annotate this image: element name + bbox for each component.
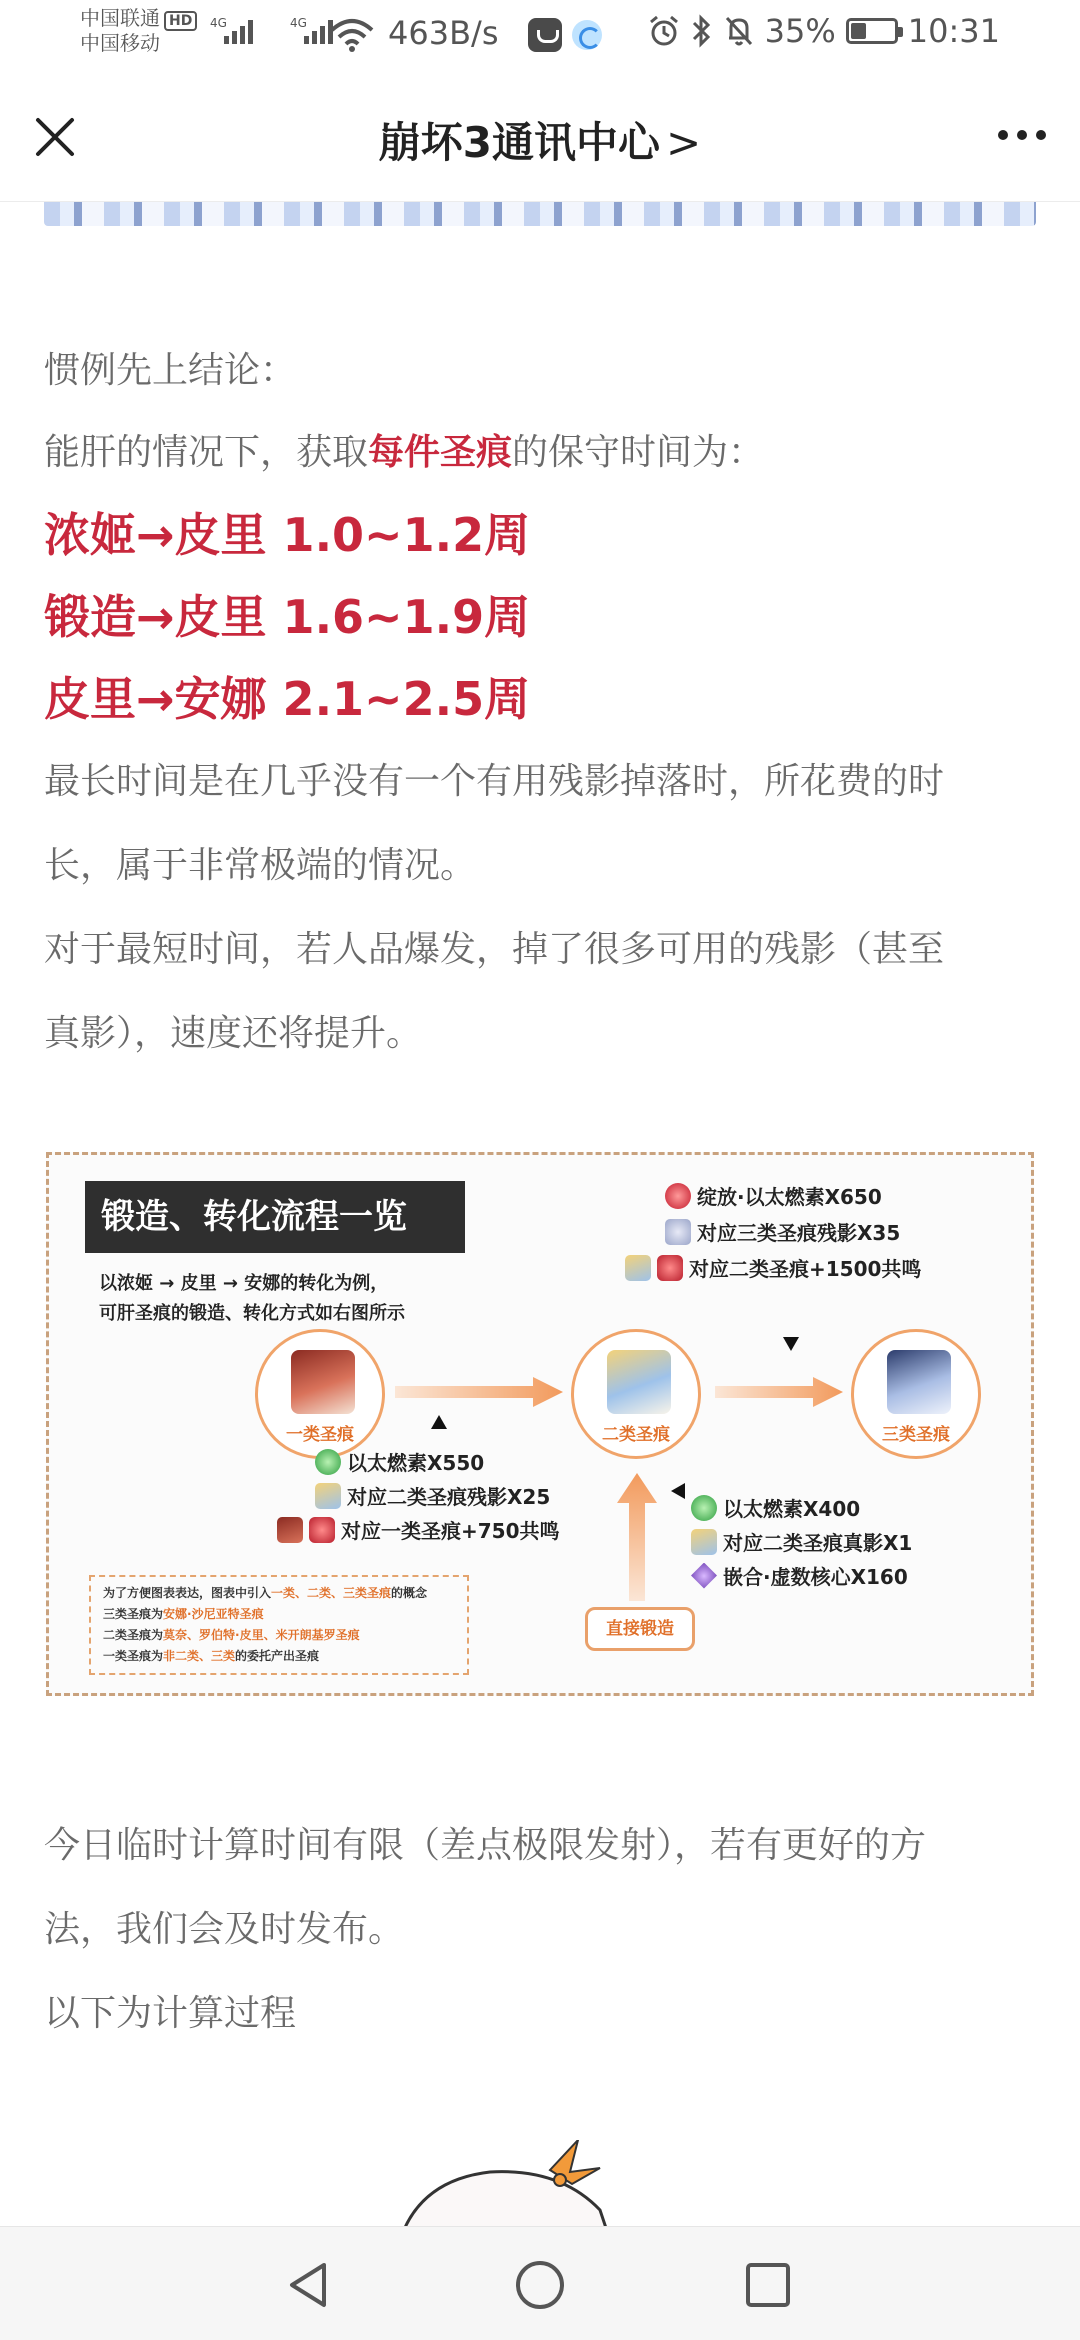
direct-forge-label: 直接锻造 <box>585 1607 695 1651</box>
requirement-row: 对应二类圣痕残影X25 <box>315 1481 550 1510</box>
requirement-row: 以太燃素X550 <box>315 1447 484 1476</box>
alarm-icon <box>647 14 681 48</box>
paragraph-line: 对于最短时间，若人品爆发，掉了很多可用的残影（甚至 <box>44 929 945 970</box>
article-body-2 <box>44 1804 1036 2056</box>
more-options-icon[interactable] <box>998 130 1046 140</box>
battery-percent: 35% <box>764 12 836 50</box>
recent-apps-icon[interactable] <box>740 2257 796 2313</box>
paragraph-line: 长，属于非常极端的情况。 <box>44 845 477 886</box>
app-notification-icon-2 <box>572 20 602 50</box>
paragraph: 能肝的情况下，获取每件圣痕的保守时间为： <box>44 432 765 473</box>
paragraph-line: 法，我们会及时发布。 <box>44 1909 405 1950</box>
home-icon[interactable] <box>512 2257 568 2313</box>
paragraph-line: 今日临时计算时间有限（差点极限发射），若有更好的方 <box>44 1825 927 1866</box>
character-portrait <box>887 1350 951 1414</box>
app-notification-icon <box>528 18 562 52</box>
requirement-row: 对应二类圣痕+1500共鸣 <box>625 1253 921 1282</box>
result-line: 锻造→皮里 1.6~1.9周 <box>44 590 531 644</box>
page-title[interactable]: 崩坏3通讯中心 > <box>378 118 702 167</box>
carrier-info <box>80 6 197 55</box>
result-line: 浓姬→皮里 1.0~1.2周 <box>44 508 531 562</box>
net-speed: 463B/s <box>388 14 499 52</box>
status-bar <box>0 0 1080 70</box>
tier1-stigmata: 一类圣痕 <box>255 1329 385 1459</box>
paragraph: 惯例先上结论： <box>44 350 297 391</box>
tier2-stigmata: 二类圣痕 <box>571 1329 701 1459</box>
carrier-1: 中国联通 <box>80 6 160 30</box>
clock: 10:31 <box>907 12 1000 50</box>
requirement-row: 对应三类圣痕残影X35 <box>665 1217 900 1246</box>
ether-fuel-bloom-icon <box>665 1183 691 1209</box>
article-body <box>44 330 1036 1076</box>
character-portrait <box>607 1350 671 1414</box>
imaginary-core-icon <box>691 1563 717 1589</box>
mascot-image <box>400 2140 620 2240</box>
back-icon[interactable] <box>280 2257 336 2313</box>
requirement-row: 绽放·以太燃素X650 <box>665 1181 882 1210</box>
result-line: 皮里→安娜 2.1~2.5周 <box>44 672 531 726</box>
arrow-right-icon <box>395 1377 563 1407</box>
system-nav-bar <box>0 2226 1080 2340</box>
infographic-title: 锻造、转化流程一览 <box>85 1181 465 1253</box>
tier3-stigmata: 三类圣痕 <box>851 1329 981 1459</box>
hd-badge: HD <box>164 11 197 31</box>
chevron-right-icon: > <box>666 118 702 167</box>
stigmata-shard-icon <box>315 1483 341 1509</box>
signal-icon-2: 4G <box>292 20 333 44</box>
flow-infographic <box>46 1152 1034 1696</box>
stigmata-true-shard-icon <box>691 1529 717 1555</box>
paragraph-line: 真影），速度还将提升。 <box>44 1013 423 1054</box>
emphasis-text: 每件圣痕 <box>368 432 513 473</box>
pointer-down-icon <box>783 1337 799 1351</box>
tier2-portrait-icon <box>625 1255 651 1281</box>
requirement-row: 对应二类圣痕真影X1 <box>691 1527 912 1556</box>
stigmata-shard-icon <box>665 1219 691 1245</box>
definition-note: 为了方便图表表达，图表中引入一类、二类、三类圣痕的概念 三类圣痕为安娜·沙尼亚特圣痕 二类圣痕为莫奈、罗伯特·皮里、米开朗基罗圣痕 一类圣痕为非二类、三类的委托产出圣痕 <box>89 1575 469 1675</box>
ether-fuel-icon <box>315 1449 341 1475</box>
ether-fuel-icon <box>691 1495 717 1521</box>
banner-image <box>44 202 1036 226</box>
pointer-left-icon <box>671 1483 685 1499</box>
tier1-portrait-icon <box>277 1517 303 1543</box>
battery-icon <box>846 18 898 44</box>
character-portrait <box>291 1350 355 1414</box>
bluetooth-icon <box>691 14 713 48</box>
pointer-up-icon <box>431 1415 447 1429</box>
wifi-icon <box>330 18 374 52</box>
requirement-row: 嵌合·虚数核心X160 <box>691 1561 908 1590</box>
status-right <box>647 12 1000 50</box>
title-bar <box>0 70 1080 202</box>
requirement-row: 以太燃素X400 <box>691 1493 860 1522</box>
mute-icon <box>723 14 755 48</box>
paragraph-line: 以下为计算过程 <box>44 1993 297 2034</box>
stigmata-icon <box>657 1255 683 1281</box>
infographic-description: 以浓姬 → 皮里 → 安娜的转化为例， 可肝圣痕的锻造、转化方式如右图所示 <box>99 1273 405 1324</box>
signal-icon: 4G <box>212 20 253 44</box>
arrow-right-icon <box>715 1377 843 1407</box>
requirement-row: 对应一类圣痕+750共鸣 <box>277 1515 560 1544</box>
carrier-2: 中国移动 <box>80 31 160 55</box>
arrow-up-icon <box>617 1473 657 1601</box>
paragraph-line: 最长时间是在几乎没有一个有用残影掉落时，所花费的时 <box>44 761 945 802</box>
stigmata-icon <box>309 1517 335 1543</box>
